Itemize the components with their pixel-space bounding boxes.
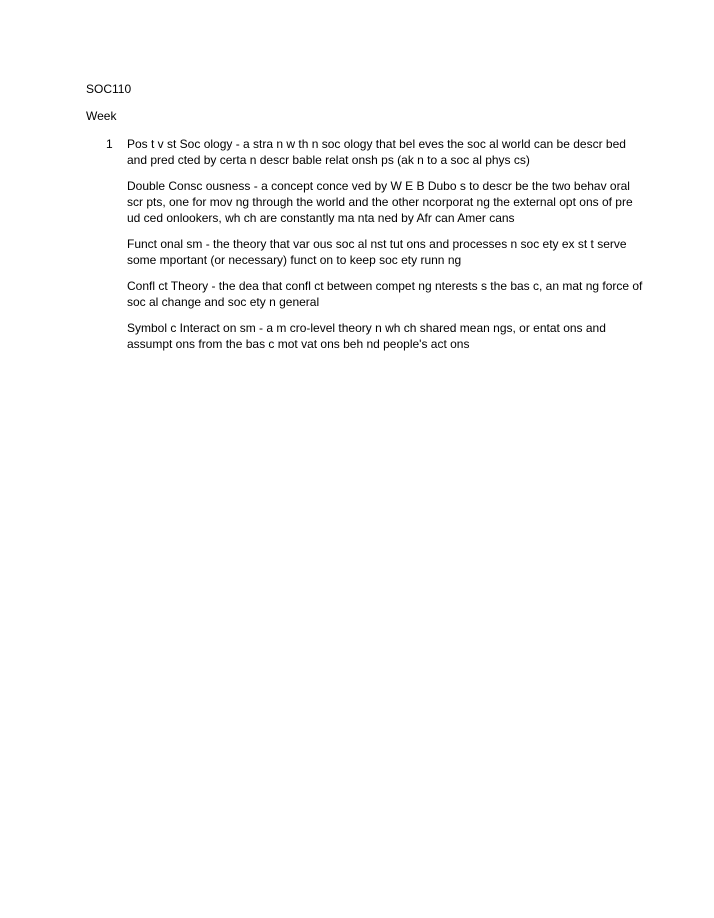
definition-functionalism: Funct onal sm - the theory that var ous soc al nst tut ons and processes n soc ety ex st t serve some mportant (or necessary) funct on to keep soc ety runn ng: [127, 237, 627, 267]
list-number: 1: [106, 137, 113, 151]
course-code: SOC110: [86, 82, 132, 96]
definitions-list: [86, 136, 646, 362]
week-label: Week: [86, 109, 117, 123]
definition-double-consciousness: Double Consc ousness - a concept conce ved by W E B Dubo s to descr be the two behav oral scr pts, one for mov ng through the world and the other ncorporat ng the external opt ons of pre ud ced onlookers, wh ch are constantly ma nta ned by Afr can Amer cans: [127, 179, 633, 225]
definition-conflict-theory: Confl ct Theory - the dea that confl ct between compet ng nterests s the bas c, an mat ng force of soc al change and soc ety n general: [127, 279, 643, 309]
list-item-1: [86, 136, 646, 168]
definition-symbolic-interactionism: Symbol c Interact on sm - a m cro-level theory n wh ch shared mean ngs, or entat ons and assumpt ons from the bas c mot vat ons beh nd people's act ons: [127, 321, 606, 351]
definition-positivist-sociology: Pos t v st Soc ology - a stra n w th n soc ology that bel eves the soc al world can be descr bed and pred cted by certa n descr bable relat onsh ps (ak n to a soc al phys cs): [127, 137, 626, 167]
